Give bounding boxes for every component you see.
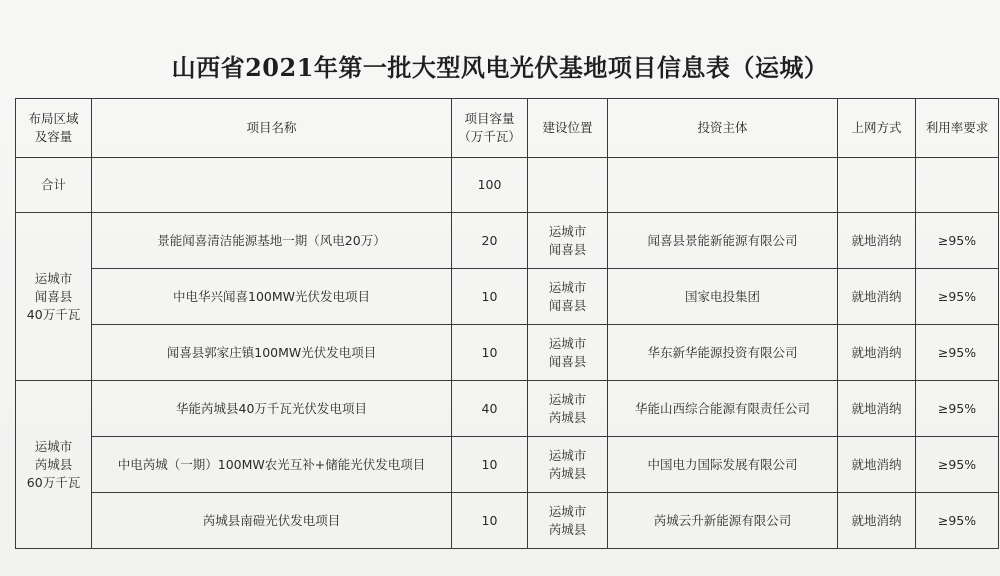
header-project-name: 项目名称 — [92, 99, 452, 158]
project-name: 中电华兴闻喜100MW光伏发电项目 — [92, 269, 452, 325]
project-info-table — [15, 98, 999, 549]
project-location: 运城市 芮城县 — [528, 493, 608, 549]
project-name: 芮城县南磑光伏发电项目 — [92, 493, 452, 549]
total-row — [16, 158, 999, 213]
table-row — [16, 493, 999, 549]
project-capacity: 40 — [452, 381, 528, 437]
project-investor: 国家电投集团 — [608, 269, 838, 325]
project-capacity: 10 — [452, 437, 528, 493]
project-investor: 华东新华能源投资有限公司 — [608, 325, 838, 381]
project-capacity: 10 — [452, 325, 528, 381]
project-investor: 华能山西综合能源有限责任公司 — [608, 381, 838, 437]
table-row — [16, 213, 999, 269]
project-utilization: ≥95% — [916, 213, 999, 269]
header-capacity: 项目容量 （万千瓦） — [452, 99, 528, 158]
table-header-row — [16, 99, 999, 158]
header-location: 建设位置 — [528, 99, 608, 158]
project-capacity: 10 — [452, 269, 528, 325]
project-investor: 闻喜县景能新能源有限公司 — [608, 213, 838, 269]
project-utilization: ≥95% — [916, 381, 999, 437]
total-empty-investor — [608, 158, 838, 213]
project-grid-mode: 就地消纳 — [838, 437, 916, 493]
table-row — [16, 269, 999, 325]
project-name: 中电芮城（一期）100MW农光互补+储能光伏发电项目 — [92, 437, 452, 493]
project-utilization: ≥95% — [916, 325, 999, 381]
project-location: 运城市 闻喜县 — [528, 269, 608, 325]
total-empty-name — [92, 158, 452, 213]
table-row — [16, 325, 999, 381]
project-location: 运城市 芮城县 — [528, 437, 608, 493]
header-grid-mode: 上网方式 — [838, 99, 916, 158]
total-label: 合计 — [16, 158, 92, 213]
project-grid-mode: 就地消纳 — [838, 381, 916, 437]
project-utilization: ≥95% — [916, 269, 999, 325]
region-cell-ruicheng: 运城市 芮城县 60万千瓦 — [16, 381, 92, 549]
project-name: 闻喜县郭家庄镇100MW光伏发电项目 — [92, 325, 452, 381]
total-empty-grid — [838, 158, 916, 213]
header-region: 布局区域 及容量 — [16, 99, 92, 158]
table-row — [16, 381, 999, 437]
project-location: 运城市 芮城县 — [528, 381, 608, 437]
header-investor: 投资主体 — [608, 99, 838, 158]
project-investor: 中国电力国际发展有限公司 — [608, 437, 838, 493]
region-cell-wenxi: 运城市 闻喜县 40万千瓦 — [16, 213, 92, 381]
project-name: 景能闻喜清洁能源基地一期（风电20万） — [92, 213, 452, 269]
table-row — [16, 437, 999, 493]
project-grid-mode: 就地消纳 — [838, 493, 916, 549]
total-empty-utilization — [916, 158, 999, 213]
project-utilization: ≥95% — [916, 493, 999, 549]
project-location: 运城市 闻喜县 — [528, 325, 608, 381]
total-empty-location — [528, 158, 608, 213]
project-investor: 芮城云升新能源有限公司 — [608, 493, 838, 549]
project-grid-mode: 就地消纳 — [838, 213, 916, 269]
project-capacity: 10 — [452, 493, 528, 549]
project-grid-mode: 就地消纳 — [838, 325, 916, 381]
project-name: 华能芮城县40万千瓦光伏发电项目 — [92, 381, 452, 437]
project-capacity: 20 — [452, 213, 528, 269]
page-title: 山西省2021年第一批大型风电光伏基地项目信息表（运城） — [171, 53, 829, 82]
project-utilization: ≥95% — [916, 437, 999, 493]
total-capacity: 100 — [452, 158, 528, 213]
header-utilization: 利用率要求 — [916, 99, 999, 158]
project-location: 运城市 闻喜县 — [528, 213, 608, 269]
project-grid-mode: 就地消纳 — [838, 269, 916, 325]
